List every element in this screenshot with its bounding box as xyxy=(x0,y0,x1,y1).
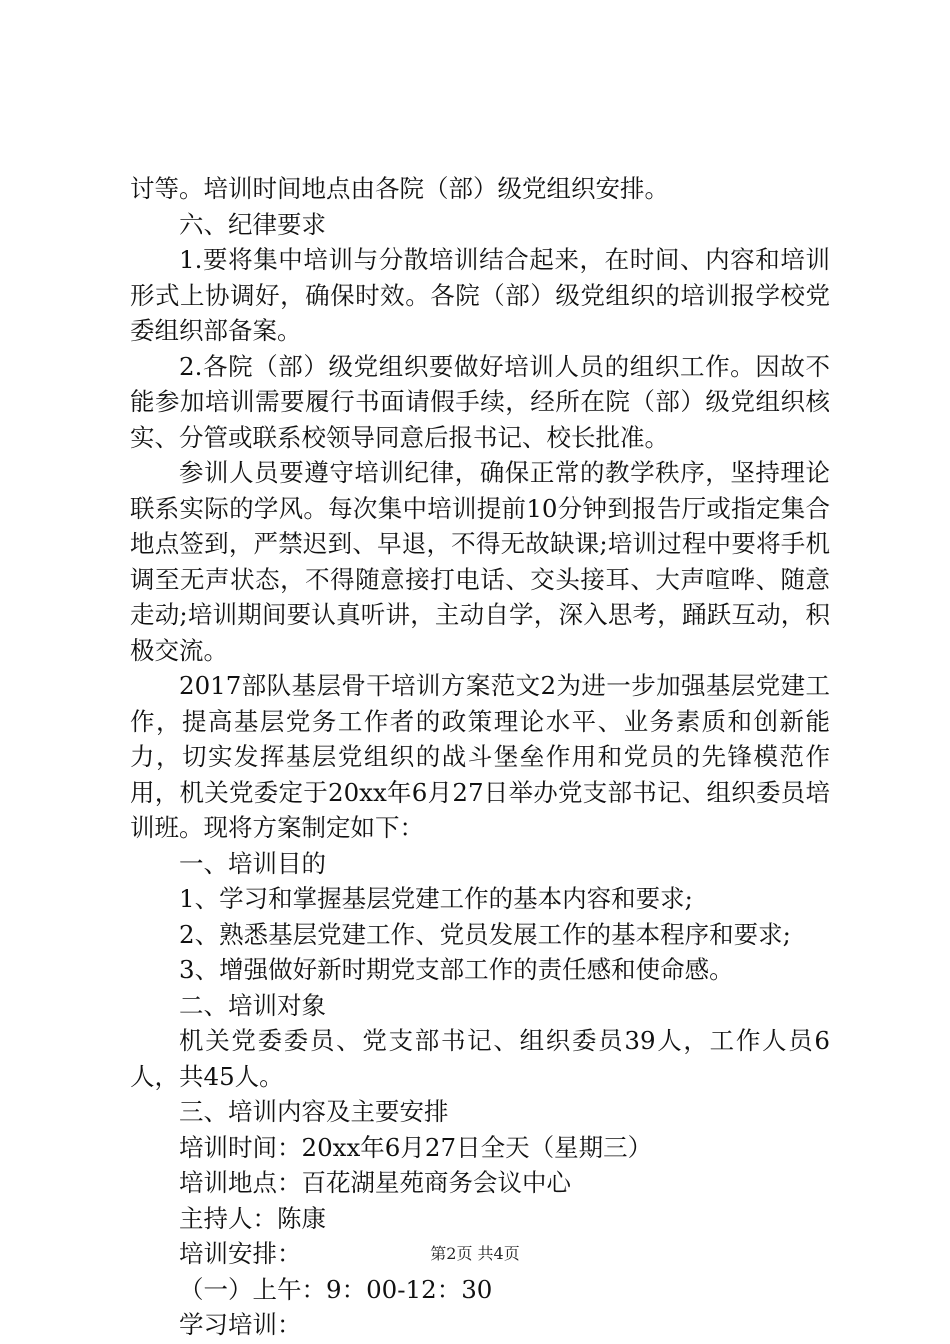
section-heading: 三、培训内容及主要安排 xyxy=(179,1097,449,1126)
training-schedule: 培训安排： xyxy=(179,1239,302,1268)
study-training: 学习培训： xyxy=(179,1310,302,1339)
schedule-morning: （一）上午：9：00-12：30 xyxy=(179,1274,493,1304)
paragraph: 机关党委委员、党支部书记、组织委员39人，工作人员6人，共45人。 xyxy=(130,1026,830,1091)
section-heading: 二、培训对象 xyxy=(179,990,326,1020)
paragraph: 2.各院（部）级党组织要做好培训人员的组织工作。因故不能参加培训需要履行书面请假手续，经所在院（部）级党组织核实、分管或联系校领导同意后报书记、校长批准。 xyxy=(130,351,830,452)
list-item: 2、熟悉基层党建工作、党员发展工作的基本程序和要求; xyxy=(179,919,791,949)
list-item: 1、学习和掌握基层党建工作的基本内容和要求; xyxy=(179,884,693,913)
training-time: 培训时间：20xx年6月27日全天（星期三） xyxy=(179,1132,653,1162)
host: 主持人：陈康 xyxy=(179,1203,326,1233)
paragraph: 讨等。培训时间地点由各院（部）级党组织安排。 xyxy=(130,174,669,203)
paragraph: 参训人员要遵守培训纪律，确保正常的教学秩序，坚持理论联系实际的学风。每次集中培训提前10分钟到报告厅或指定集合地点签到，严禁迟到、早退，不得无故缺课;培训过程中要将手机调至无声状态，不得随意接打电话、交头接耳、大声喧哗、随意走动;培训期间要认真听讲，主动自学，深入思考，踊跃互动，积极交流。 xyxy=(130,458,830,665)
paragraph: 1.要将集中培训与分散培训结合起来，在时间、内容和培训形式上协调好，确保时效。各院（部）级党组织的培训报学校党委组织部备案。 xyxy=(130,245,830,345)
document-body xyxy=(130,171,830,1343)
list-item: 3、增强做好新时期党支部工作的责任感和使命感。 xyxy=(179,955,734,984)
page-number: 第2页 共4页 xyxy=(430,1244,520,1263)
training-location: 培训地点：百花湖星苑商务会议中心 xyxy=(179,1168,571,1197)
paragraph: 六、纪律要求 xyxy=(179,209,326,239)
section-heading: 一、培训目的 xyxy=(179,848,326,878)
paragraph: 2017部队基层骨干培训方案范文2为进一步加强基层党建工作，提高基层党务工作者的政策理论水平、业务素质和创新能力，切实发挥基层党组织的战斗堡垒作用和党员的先锋模范作用，机关党委定于20xx年6月27日举办党支部书记、组织委员培训班。现将方案制定如下： xyxy=(130,671,830,842)
